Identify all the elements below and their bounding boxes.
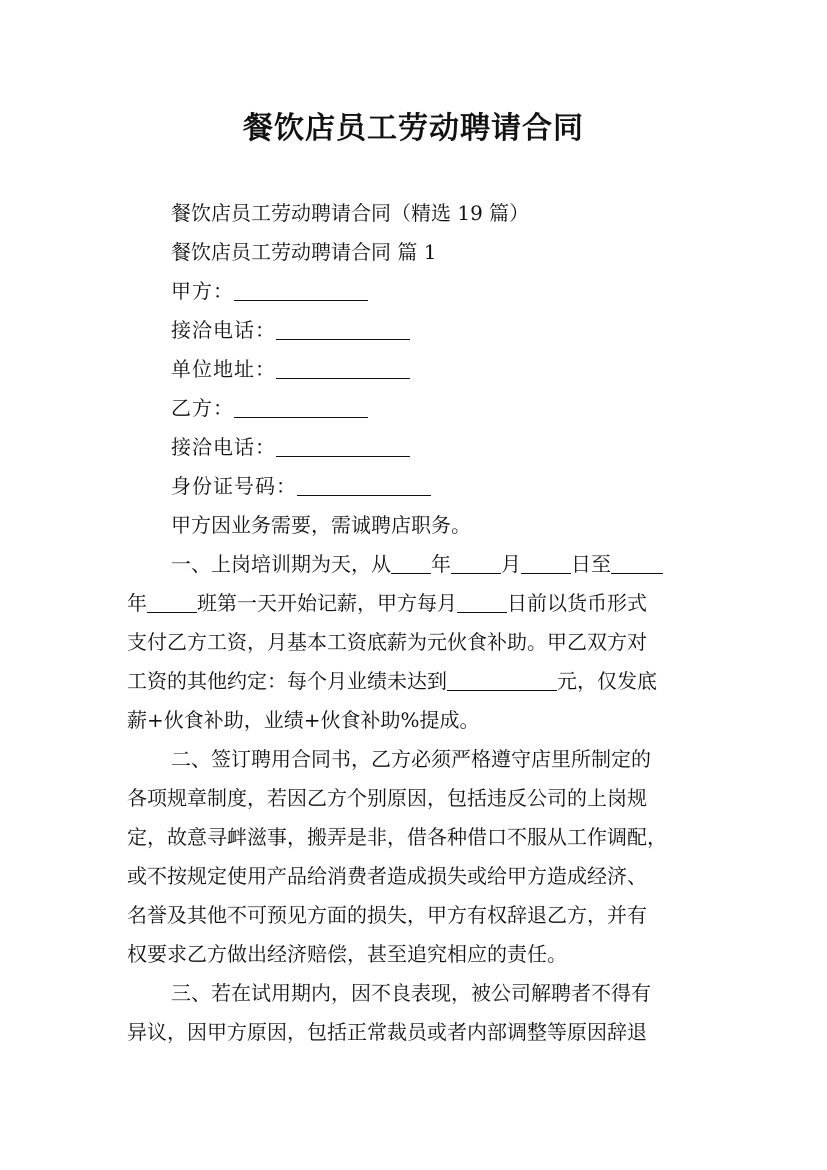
clause-1-text: 日至 [571, 552, 611, 576]
clause-1-text: 日前以货币形式 [507, 591, 647, 615]
clause-3-line-1: 三、若在试用期内，因不良表现，被公司解聘者不得有 [171, 981, 651, 1005]
chapter-heading: 餐饮店员工劳动聘请合同 篇 1 [171, 240, 437, 264]
contact-b-label: 接洽电话： [171, 435, 276, 459]
party-a-label: 甲方： [171, 279, 234, 303]
blank [451, 553, 501, 574]
address-label: 单位地址： [171, 357, 276, 381]
clause-1-line-5: 薪+伙食补助，业绩+伙食补助%提成。 [127, 708, 480, 732]
clause-1-line-3: 支付乙方工资，月基本工资底薪为元伙食补助。甲乙双方对 [127, 630, 647, 654]
clause-2-line-6: 权要求乙方做出经济赔偿，甚至追究相应的责任。 [127, 942, 567, 966]
clause-1-text: 工资的其他约定：每个月业绩未达到 [127, 669, 447, 693]
clause-1-text: 年 [431, 552, 451, 576]
clause-3-line-2: 异议，因甲方原因，包括正常裁员或者内部调整等原因辞退 [127, 1020, 647, 1044]
blank [147, 592, 197, 613]
party-a-blank [234, 280, 368, 301]
clause-1-text: 一、上岗培训期为天，从 [171, 552, 391, 576]
clause-2-line-5: 名誉及其他不可预见方面的损失，甲方有权辞退乙方，并有 [127, 903, 647, 927]
clause-1-text: 月 [501, 552, 521, 576]
blank [457, 592, 507, 613]
contact-b-blank [276, 436, 410, 457]
clause-1-text: 元，仅发底 [557, 669, 657, 693]
clause-1-text: 年 [127, 591, 147, 615]
clause-2-line-4: 或不按规定使用产品给消费者造成损失或给甲方造成经济、 [127, 864, 647, 888]
blank [447, 670, 557, 691]
id-number-field [171, 472, 431, 500]
blank [521, 553, 571, 574]
clause-2-line-2: 各项规章制度，若因乙方个别原因，包括违反公司的上岗规 [127, 786, 647, 810]
blank [611, 553, 663, 574]
contact-a-field [171, 316, 410, 344]
party-b-field [171, 394, 368, 422]
id-number-label: 身份证号码： [171, 474, 297, 498]
address-blank [276, 358, 410, 379]
paragraph-intro: 甲方因业务需要，需诚聘店职务。 [171, 513, 471, 537]
address-field [171, 355, 410, 383]
contact-b-field [171, 433, 410, 461]
clause-2-line-1: 二、签订聘用合同书，乙方必须严格遵守店里所制定的 [171, 747, 651, 771]
clause-1-text: 班第一天开始记薪，甲方每月 [197, 591, 457, 615]
id-number-blank [297, 475, 431, 496]
contact-a-label: 接洽电话： [171, 318, 276, 342]
clause-1-line-4 [127, 667, 657, 695]
clause-2-line-3: 定，故意寻衅滋事，搬弄是非，借各种借口不服从工作调配， [127, 825, 667, 849]
blank [391, 553, 431, 574]
contact-a-blank [276, 319, 410, 340]
clause-1-line-2 [127, 589, 647, 617]
party-b-blank [234, 397, 368, 418]
party-b-label: 乙方： [171, 396, 234, 420]
intro-line: 餐饮店员工劳动聘请合同（精选 19 篇） [171, 201, 530, 225]
party-a-field [171, 277, 368, 305]
document-title: 餐饮店员工劳动聘请合同 [243, 111, 584, 146]
clause-1-line-1 [171, 550, 663, 578]
